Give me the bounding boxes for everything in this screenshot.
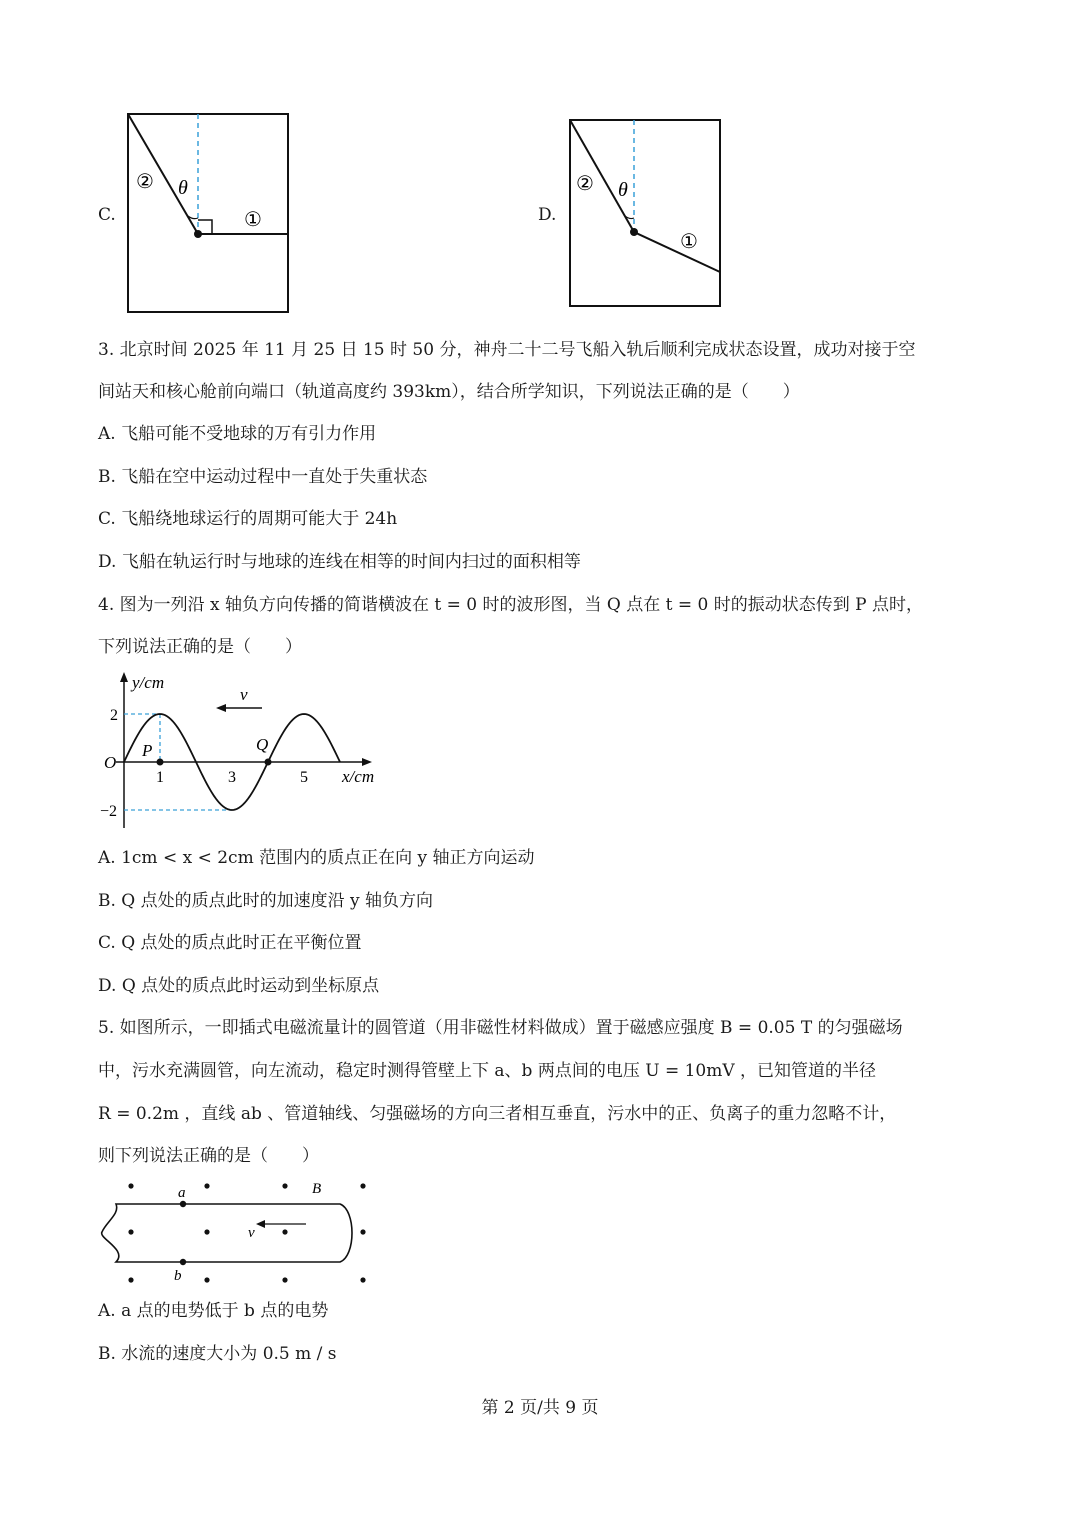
q3-option-d: D. 飞船在轨运行时与地球的连线在相等的时间内扫过的面积相等 [98, 552, 581, 572]
diagram-option-c [120, 108, 300, 320]
q4-option-c: C. Q 点处的质点此时正在平衡位置 [98, 933, 362, 953]
option-c-label: C. [98, 205, 116, 225]
frame [128, 114, 288, 312]
label-circle-2: ② [136, 171, 154, 193]
x-tick-5: 5 [300, 769, 308, 786]
velocity-arrow-head [216, 704, 226, 712]
label-theta: θ [178, 177, 188, 199]
knot-point [630, 228, 638, 236]
label-a: a [178, 1185, 186, 1201]
label-circle-2: ② [576, 173, 594, 195]
q5-option-b: B. 水流的速度大小为 0.5 m / s [98, 1344, 337, 1364]
q4-option-d: D. Q 点处的质点此时运动到坐标原点 [98, 976, 380, 996]
q5-stem-line4: 则下列说法正确的是（ ） [98, 1146, 319, 1166]
flowmeter-figure [94, 1176, 384, 1292]
label-B: B [312, 1181, 322, 1197]
q5-option-a: A. a 点的电势低于 b 点的电势 [98, 1301, 329, 1321]
x-axis-arrow [362, 758, 372, 766]
flow-arrow-head [256, 1220, 265, 1228]
wave-graph [96, 668, 396, 830]
y-tick-2: 2 [110, 707, 118, 724]
q4-option-b: B. Q 点处的质点此时的加速度沿 y 轴负方向 [98, 891, 434, 911]
q3-stem-line1: 3. 北京时间 2025 年 11 月 25 日 15 时 50 分，神舟二十二号飞船入轨后顺利完成状态设置，成功对接于空 [98, 340, 916, 360]
y-axis-arrow [120, 672, 128, 682]
label-theta: θ [618, 179, 628, 201]
option-d-label: D. [538, 205, 557, 225]
label-v: v [240, 685, 248, 704]
point-q [265, 759, 272, 766]
q3-option-c: C. 飞船绕地球运行的周期可能大于 24h [98, 509, 398, 529]
q3-stem-line2: 间站天和核心舱前向端口（轨道高度约 393km），结合所学知识，下列说法正确的是（ ） [98, 382, 800, 402]
point-a [180, 1201, 186, 1207]
point-b [180, 1259, 186, 1265]
rope-1 [634, 232, 720, 272]
q4-stem-line1: 4. 图为一列沿 x 轴负方向传播的简谐横波在 t = 0 时的波形图，当 Q 点在 t = 0 时的振动状态传到 P 点时， [98, 595, 924, 615]
point-p [157, 759, 164, 766]
origin-label: O [104, 753, 117, 772]
pipe [102, 1204, 352, 1262]
q4-option-a: A. 1cm < x < 2cm 范围内的质点正在向 y 轴正方向运动 [98, 848, 535, 868]
y-tick-neg2: −2 [100, 803, 118, 820]
field-dots [128, 1183, 365, 1282]
diagram-option-d [562, 112, 732, 312]
q5-stem-line1: 5. 如图所示，一即插式电磁流量计的圆管道（用非磁性材料做成）置于磁感应强度 B = 0.05 T 的匀强磁场 [98, 1018, 903, 1038]
x-tick-1: 1 [156, 769, 164, 786]
y-axis-label: y/cm [132, 673, 165, 692]
q5-stem-line3: R = 0.2m ，直线 ab 、管道轴线、匀强磁场的方向三者相互垂直，污水中的正、负离子的重力忽略不计， [98, 1104, 897, 1124]
q5-stem-line2: 中，污水充满圆管，向左流动，稳定时测得管壁上下 a、b 两点间的电压 U = 10mV ，已知管道的半径 [98, 1061, 877, 1081]
label-b: b [174, 1268, 182, 1284]
label-q: Q [256, 735, 269, 754]
label-circle-1: ① [680, 231, 698, 253]
label-v: v [248, 1225, 255, 1241]
page-footer: 第 2 页/共 9 页 [481, 1398, 599, 1418]
q3-option-b: B. 飞船在空中运动过程中一直处于失重状态 [98, 467, 428, 487]
x-tick-3: 3 [228, 769, 236, 786]
x-axis-label: x/cm [342, 767, 375, 786]
knot-point [194, 230, 202, 238]
label-circle-1: ① [244, 209, 262, 231]
q4-stem-line2: 下列说法正确的是（ ） [98, 637, 302, 657]
frame [570, 120, 720, 306]
q3-option-a: A. 飞船可能不受地球的万有引力作用 [98, 424, 377, 444]
label-p: P [142, 741, 153, 760]
